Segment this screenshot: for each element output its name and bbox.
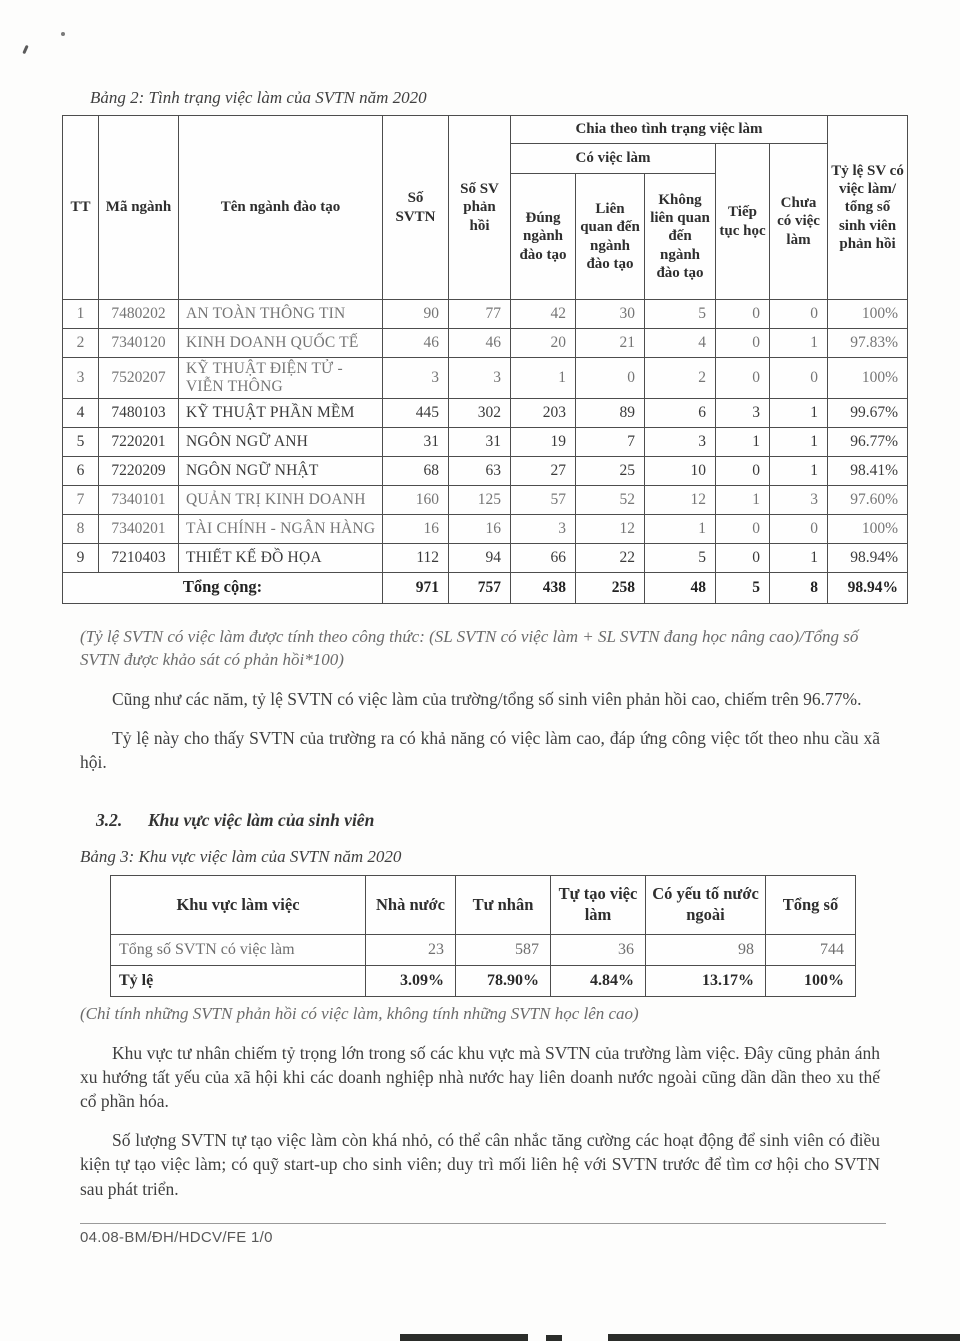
table2-total-khong-lq: 48 <box>645 572 716 603</box>
table2-row <box>63 427 908 456</box>
table2-employment-status <box>62 115 908 604</box>
table2-cell-ma: 7220201 <box>99 427 179 456</box>
table2-cell-dung: 42 <box>511 300 576 329</box>
document-content <box>62 0 910 1246</box>
table2-cell-phan-hoi: 125 <box>449 485 511 514</box>
table2-total-row <box>63 572 908 603</box>
table2-cell-ten: TÀI CHÍNH - NGÂN HÀNG <box>179 514 383 543</box>
table2-cell-ten: KINH DOANH QUỐC TẾ <box>179 329 383 358</box>
section-3-2-heading <box>96 810 910 831</box>
table2-header-so-svtn: Số SVTN <box>383 116 449 300</box>
table3-cell-nha-nuoc: 3.09% <box>366 965 456 996</box>
table2-cell-lien-quan: 25 <box>576 456 645 485</box>
table2-cell-tiep-tuc: 0 <box>716 358 770 399</box>
section-title: Khu vực việc làm của sinh viên <box>148 809 375 830</box>
table2-cell-ten: THIẾT KẾ ĐỒ HỌA <box>179 543 383 572</box>
table2-header-tt: TT <box>63 116 99 300</box>
table3-row-percentages <box>111 965 856 996</box>
paragraph-employment-rate: Cũng như các năm, tỷ lệ SVTN có việc làm của trường/tổng số sinh viên phản hồi cao, chiếm trên 96.77%. <box>112 688 862 709</box>
table2-cell-tt: 7 <box>63 485 99 514</box>
table2-header-ten-nganh: Tên ngành đào tạo <box>179 116 383 300</box>
table3-header-tong-so: Tổng số <box>766 875 856 934</box>
table2-cell-ty-le: 98.94% <box>828 543 908 572</box>
table2-row <box>63 543 908 572</box>
table2-cell-ty-le: 96.77% <box>828 427 908 456</box>
table2-cell-tt: 1 <box>63 300 99 329</box>
table3-header-nha-nuoc: Nhà nước <box>366 875 456 934</box>
table3-cell-tu-tao: 36 <box>551 934 646 965</box>
table2-cell-so-svtn: 445 <box>383 398 449 427</box>
table2-cell-tt: 9 <box>63 543 99 572</box>
table2-caption: Bảng 2: Tình trạng việc làm của SVTN năm 2020 <box>90 88 427 107</box>
table2-cell-phan-hoi: 94 <box>449 543 511 572</box>
table2-cell-dung: 66 <box>511 543 576 572</box>
table2-cell-ma: 7340120 <box>99 329 179 358</box>
table2-total-phan-hoi: 757 <box>449 572 511 603</box>
table2-cell-so-svtn: 3 <box>383 358 449 399</box>
table2-cell-khong-lq: 1 <box>645 514 716 543</box>
table2-cell-dung: 3 <box>511 514 576 543</box>
table2-cell-ma: 7480202 <box>99 300 179 329</box>
table3-header-khu-vuc: Khu vực làm việc <box>111 875 366 934</box>
table2-total-ty-le: 98.94% <box>828 572 908 603</box>
table2-row <box>63 329 908 358</box>
table2-cell-dung: 1 <box>511 358 576 399</box>
table2-cell-ma: 7480103 <box>99 398 179 427</box>
table3-cell-tu-nhan: 587 <box>456 934 551 965</box>
table3-caption: Bảng 3: Khu vực việc làm của SVTN năm 2020 <box>80 846 402 866</box>
table2-cell-khong-lq: 3 <box>645 427 716 456</box>
table2-cell-ma: 7340101 <box>99 485 179 514</box>
table2-cell-dung: 203 <box>511 398 576 427</box>
table2-row <box>63 485 908 514</box>
table2-cell-ty-le: 97.83% <box>828 329 908 358</box>
table2-row <box>63 456 908 485</box>
table2-cell-ty-le: 97.60% <box>828 485 908 514</box>
table2-header-khong-lien-quan: Không liên quan đến ngành đào tạo <box>645 174 716 300</box>
scan-artifact-bar <box>400 1334 528 1341</box>
table2-cell-ma: 7220209 <box>99 456 179 485</box>
table2-cell-dung: 19 <box>511 427 576 456</box>
table2-cell-khong-lq: 12 <box>645 485 716 514</box>
table2-cell-ten: NGÔN NGỮ NHẬT <box>179 456 383 485</box>
table2-cell-ty-le: 98.41% <box>828 456 908 485</box>
table3-cell-nha-nuoc: 23 <box>366 934 456 965</box>
table3-cell-tu-nhan: 78.90% <box>456 965 551 996</box>
table2-total-label: Tổng cộng: <box>63 572 383 603</box>
table2-cell-phan-hoi: 31 <box>449 427 511 456</box>
table3-cell-tu-tao: 4.84% <box>551 965 646 996</box>
table3-header-nuoc-ngoai: Có yếu tố nước ngoài <box>646 875 766 934</box>
table3-row-counts <box>111 934 856 965</box>
table2-cell-ten: AN TOÀN THÔNG TIN <box>179 300 383 329</box>
table2-row <box>63 514 908 543</box>
table2-cell-chua-co: 1 <box>770 456 828 485</box>
table2-row <box>63 300 908 329</box>
formula-note: (Tỷ lệ SVTN có việc làm được tính theo công thức: (SL SVTN có việc làm + SL SVTN đang học nâng cao)/Tổng số SVTN được khảo sát có phản hồi*100) <box>80 626 859 669</box>
table2-cell-khong-lq: 5 <box>645 543 716 572</box>
table2-cell-tt: 4 <box>63 398 99 427</box>
table3-header-tu-nhan: Tư nhân <box>456 875 551 934</box>
table2-cell-tiep-tuc: 0 <box>716 456 770 485</box>
table2-cell-chua-co: 0 <box>770 514 828 543</box>
table2-cell-khong-lq: 4 <box>645 329 716 358</box>
table2-cell-chua-co: 1 <box>770 398 828 427</box>
table2-cell-tt: 5 <box>63 427 99 456</box>
table2-cell-chua-co: 1 <box>770 543 828 572</box>
table2-cell-ma: 7520207 <box>99 358 179 399</box>
table3-cell-tong-so: 744 <box>766 934 856 965</box>
table2-cell-tiep-tuc: 0 <box>716 543 770 572</box>
table2-cell-tiep-tuc: 3 <box>716 398 770 427</box>
table2-cell-ten: QUẢN TRỊ KINH DOANH <box>179 485 383 514</box>
table2-cell-so-svtn: 90 <box>383 300 449 329</box>
table2-cell-ty-le: 100% <box>828 358 908 399</box>
table2-cell-ten: KỸ THUẬT PHẦN MỀM <box>179 398 383 427</box>
footer-divider <box>80 1223 886 1224</box>
table2-cell-ty-le: 100% <box>828 514 908 543</box>
table2-header-chia-theo: Chia theo tình trạng việc làm <box>511 116 828 144</box>
table2-row <box>63 398 908 427</box>
table2-header-so-sv-phan-hoi-label: Số SV phản hồi <box>460 181 499 234</box>
table2-header-so-sv-phan-hoi <box>449 116 511 300</box>
table2-header-chua-co-viec-lam: Chưa có việc làm <box>770 144 828 300</box>
table2-cell-khong-lq: 2 <box>645 358 716 399</box>
table3-cell-nuoc-ngoai: 13.17% <box>646 965 766 996</box>
table2-cell-chua-co: 0 <box>770 358 828 399</box>
table2-row <box>63 358 908 399</box>
table2-header-dung-nganh: Đúng ngành đào tạo <box>511 174 576 300</box>
table3-row-label: Tổng số SVTN có việc làm <box>111 934 366 965</box>
table3-cell-tong-so: 100% <box>766 965 856 996</box>
table2-header-ty-le: Tỷ lệ SV có việc làm/ tổng số sinh viên phản hồi <box>828 116 908 300</box>
table2-cell-so-svtn: 31 <box>383 427 449 456</box>
table2-total-dung: 438 <box>511 572 576 603</box>
table3-row-label: Tỷ lệ <box>111 965 366 996</box>
table3-employment-sector <box>110 875 856 997</box>
table2-header-tiep-tuc-hoc: Tiếp tục học <box>716 144 770 300</box>
table2-cell-dung: 57 <box>511 485 576 514</box>
table2-cell-lien-quan: 21 <box>576 329 645 358</box>
table2-cell-lien-quan: 0 <box>576 358 645 399</box>
table2-cell-phan-hoi: 63 <box>449 456 511 485</box>
table2-cell-ten: KỸ THUẬT ĐIỆN TỬ - VIỄN THÔNG <box>179 358 383 399</box>
table2-cell-so-svtn: 46 <box>383 329 449 358</box>
table2-cell-khong-lq: 5 <box>645 300 716 329</box>
table2-cell-tiep-tuc: 0 <box>716 514 770 543</box>
scan-speck-mark <box>22 45 28 54</box>
scan-artifact-bar <box>608 1334 960 1341</box>
table2-cell-khong-lq: 10 <box>645 456 716 485</box>
table2-cell-tt: 8 <box>63 514 99 543</box>
paragraph-self-employment: Số lượng SVTN tự tạo việc làm còn khá nhỏ, có thể cân nhắc tăng cường các hoạt động để sinh viên có điều kiện tự tạo việc làm; có quỹ start-up cho sinh viên; duy trì mối liên hệ với SVTN trước để tìm cơ hội cho SVTN sau phát triển. <box>80 1130 880 1199</box>
table2-cell-ma: 7340201 <box>99 514 179 543</box>
table2-cell-so-svtn: 160 <box>383 485 449 514</box>
scan-artifact-bar <box>546 1335 562 1341</box>
section-number: 3.2. <box>96 809 123 830</box>
table2-cell-lien-quan: 89 <box>576 398 645 427</box>
table2-cell-ma: 7210403 <box>99 543 179 572</box>
table2-cell-phan-hoi: 16 <box>449 514 511 543</box>
table2-cell-chua-co: 3 <box>770 485 828 514</box>
table2-cell-lien-quan: 22 <box>576 543 645 572</box>
table2-cell-chua-co: 0 <box>770 300 828 329</box>
table2-cell-phan-hoi: 77 <box>449 300 511 329</box>
table2-header-lien-quan: Liên quan đến ngành đào tạo <box>576 174 645 300</box>
table3-header-tu-tao: Tự tạo việc làm <box>551 875 646 934</box>
table2-cell-dung: 20 <box>511 329 576 358</box>
table2-cell-phan-hoi: 302 <box>449 398 511 427</box>
table2-cell-lien-quan: 12 <box>576 514 645 543</box>
table2-cell-lien-quan: 7 <box>576 427 645 456</box>
table2-cell-tt: 2 <box>63 329 99 358</box>
table2-cell-chua-co: 1 <box>770 329 828 358</box>
paragraph-employment-ability: Tỷ lệ này cho thấy SVTN của trường ra có khả năng có việc làm cao, đáp ứng công việc tốt theo nhu cầu xã hội. <box>80 727 880 772</box>
table2-total-so-svtn: 971 <box>383 572 449 603</box>
table2-cell-tiep-tuc: 1 <box>716 427 770 456</box>
table2-cell-tiep-tuc: 0 <box>716 329 770 358</box>
table2-cell-so-svtn: 68 <box>383 456 449 485</box>
table2-cell-phan-hoi: 3 <box>449 358 511 399</box>
table2-total-lien-quan: 258 <box>576 572 645 603</box>
table2-header-co-viec-lam: Có việc làm <box>511 144 716 174</box>
table2-cell-tt: 3 <box>63 358 99 399</box>
table2-cell-ty-le: 100% <box>828 300 908 329</box>
table2-cell-phan-hoi: 46 <box>449 329 511 358</box>
table2-header-ma-nganh: Mã ngành <box>99 116 179 300</box>
table2-cell-ten: NGÔN NGỮ ANH <box>179 427 383 456</box>
table2-cell-tiep-tuc: 1 <box>716 485 770 514</box>
footer-code: 04.08-BM/ĐH/HDCV/FE 1/0 <box>80 1228 273 1246</box>
table3-note: (Chỉ tính những SVTN phản hồi có việc làm, không tính những SVTN học lên cao) <box>80 1003 639 1023</box>
table2-cell-khong-lq: 6 <box>645 398 716 427</box>
table2-cell-tt: 6 <box>63 456 99 485</box>
table2-cell-lien-quan: 30 <box>576 300 645 329</box>
table2-cell-so-svtn: 112 <box>383 543 449 572</box>
paragraph-private-sector: Khu vực tư nhân chiếm tỷ trọng lớn trong số các khu vực mà SVTN của trường làm việc. Đây cũng phản ánh xu hướng tất yếu của xã hội khi các doanh nghiệp nhà nước hay liên doanh nước ngoài cũng dần dần theo xu thế cổ phần hóa. <box>80 1042 880 1112</box>
table2-cell-dung: 27 <box>511 456 576 485</box>
table2-cell-ty-le: 99.67% <box>828 398 908 427</box>
table2-cell-tiep-tuc: 0 <box>716 300 770 329</box>
table2-cell-chua-co: 1 <box>770 427 828 456</box>
table2-cell-so-svtn: 16 <box>383 514 449 543</box>
table2-cell-lien-quan: 52 <box>576 485 645 514</box>
table2-total-chua-co: 8 <box>770 572 828 603</box>
table2-total-tiep-tuc: 5 <box>716 572 770 603</box>
table3-cell-nuoc-ngoai: 98 <box>646 934 766 965</box>
